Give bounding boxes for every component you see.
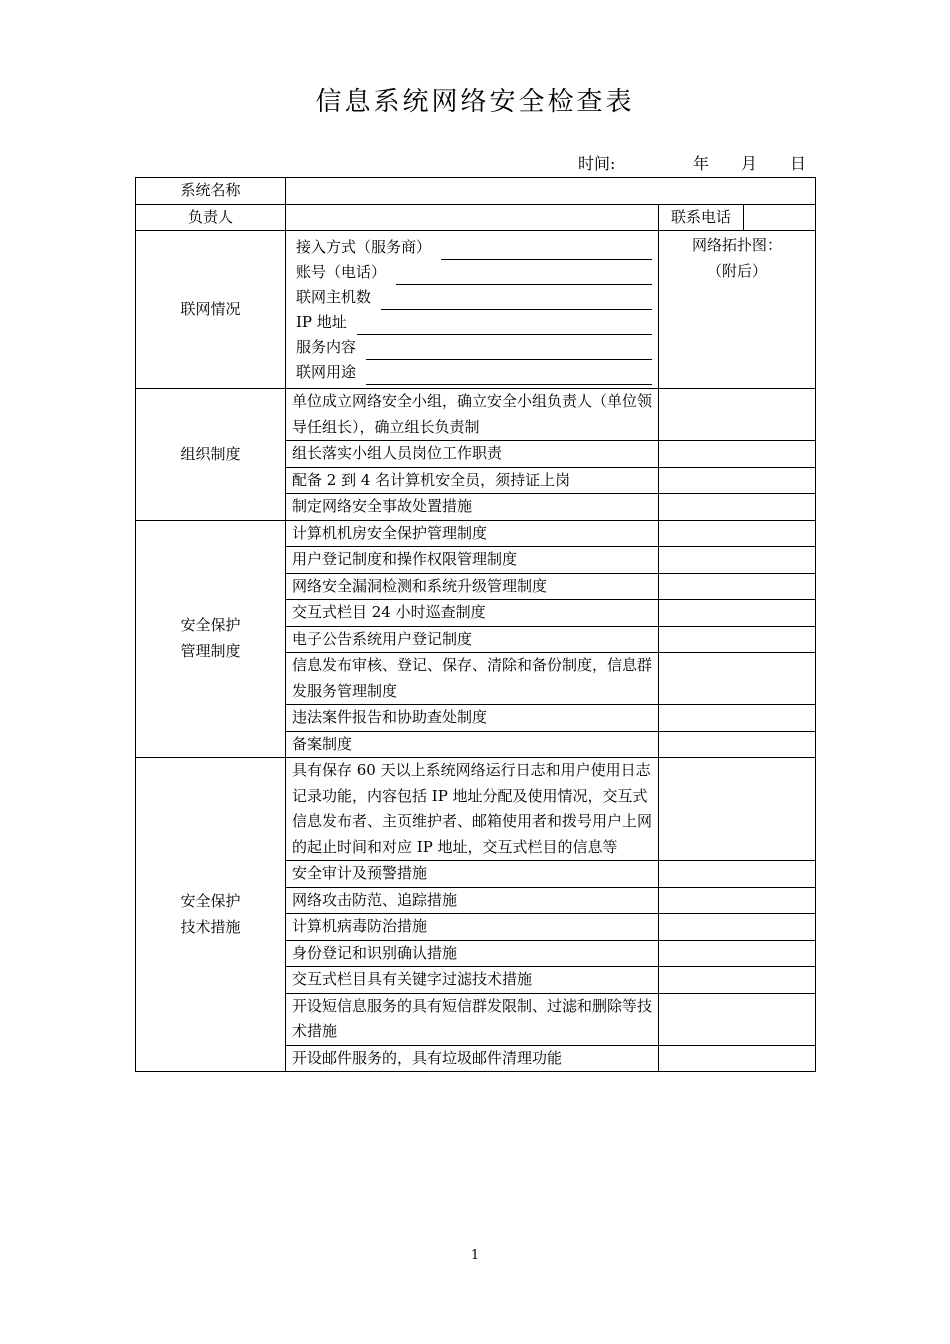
phone-value[interactable]: [744, 205, 815, 230]
date-day: 日: [790, 154, 807, 173]
page-number: 1: [470, 1248, 480, 1263]
network-field: [296, 285, 652, 310]
check-item: 计算机机房安全保护管理制度: [286, 520, 659, 547]
check-item: 交互式栏目具有关键字过滤技术措施: [286, 967, 659, 994]
network-field-blank[interactable]: [381, 295, 652, 310]
network-fields: [292, 231, 652, 387]
section-label: 安全保护 管理制度: [136, 520, 286, 758]
check-result-cell[interactable]: [659, 993, 816, 1045]
check-result-cell[interactable]: [659, 758, 816, 861]
date-year: 年: [693, 154, 710, 173]
check-result-cell[interactable]: [659, 653, 816, 705]
owner-value[interactable]: [286, 204, 659, 231]
network-field: [296, 260, 652, 285]
check-item: 电子公告系统用户登记制度: [286, 626, 659, 653]
check-result-cell[interactable]: [659, 705, 816, 732]
network-fields-cell: [286, 231, 659, 389]
date-label: 时间:: [578, 154, 616, 173]
network-field-label: 联网用途: [296, 362, 357, 381]
network-field-blank[interactable]: [396, 270, 652, 285]
network-field: [296, 235, 652, 260]
system-name-label: 系统名称: [136, 178, 286, 205]
table-row: [136, 758, 816, 861]
network-field-label: 账号（电话）: [296, 262, 387, 281]
table-row: [136, 389, 816, 441]
network-field-label: 联网主机数: [296, 287, 372, 306]
check-item: 开设邮件服务的，具有垃圾邮件清理功能: [286, 1045, 659, 1072]
check-result-cell[interactable]: [659, 600, 816, 627]
check-item: 开设短信息服务的具有短信群发限制、过滤和删除等技术措施: [286, 993, 659, 1045]
network-field: [296, 360, 652, 385]
check-result-cell[interactable]: [659, 547, 816, 574]
check-result-cell[interactable]: [659, 573, 816, 600]
check-result-cell[interactable]: [659, 887, 816, 914]
topology-note: （附后）: [706, 261, 767, 280]
network-field-blank[interactable]: [357, 320, 652, 335]
network-field-label: 服务内容: [296, 337, 357, 356]
check-result-cell[interactable]: [659, 861, 816, 888]
check-result-cell[interactable]: [659, 494, 816, 521]
date-line: [578, 152, 818, 176]
check-item: 计算机病毒防治措施: [286, 914, 659, 941]
security-check-table: [135, 177, 816, 1072]
check-item: 制定网络安全事故处置措施: [286, 494, 659, 521]
check-item: 具有保存 60 天以上系统网络运行日志和用户使用日志记录功能，内容包括 IP 地址分配及使用情况，交互式信息发布者、主页维护者、邮箱使用者和拨号用户上网的起止时间和对应 IP 地址，交互式栏目的信息等: [286, 758, 659, 861]
check-item: 用户登记制度和操作权限管理制度: [286, 547, 659, 574]
date-month: 月: [741, 154, 758, 173]
network-field: [296, 310, 652, 335]
check-result-cell[interactable]: [659, 1045, 816, 1072]
check-result-cell[interactable]: [659, 467, 816, 494]
check-item: 交互式栏目 24 小时巡查制度: [286, 600, 659, 627]
check-item: 信息发布审核、登记、保存、清除和备份制度，信息群发服务管理制度: [286, 653, 659, 705]
check-item: 网络安全漏洞检测和系统升级管理制度: [286, 573, 659, 600]
topology-cell: [659, 231, 816, 389]
owner-label: 负责人: [136, 204, 286, 231]
network-field-blank[interactable]: [366, 345, 652, 360]
phone-cell: [659, 204, 816, 231]
check-item: 网络攻击防范、追踪措施: [286, 887, 659, 914]
page-title: 信息系统网络安全检查表: [315, 87, 635, 117]
check-item: 单位成立网络安全小组，确立安全小组负责人（单位领导任组长），确立组长负责制: [286, 389, 659, 441]
section-label: 组织制度: [136, 389, 286, 521]
check-item: 安全审计及预警措施: [286, 861, 659, 888]
network-field-blank[interactable]: [441, 245, 652, 260]
check-result-cell[interactable]: [659, 389, 816, 441]
check-result-cell[interactable]: [659, 967, 816, 994]
network-field: [296, 335, 652, 360]
check-result-cell[interactable]: [659, 731, 816, 758]
check-result-cell[interactable]: [659, 520, 816, 547]
check-result-cell[interactable]: [659, 940, 816, 967]
system-name-value[interactable]: [286, 178, 816, 205]
check-item: 备案制度: [286, 731, 659, 758]
network-label: 联网情况: [136, 231, 286, 389]
check-item: 身份登记和识别确认措施: [286, 940, 659, 967]
network-field-label: IP 地址: [296, 312, 347, 331]
check-result-cell[interactable]: [659, 914, 816, 941]
network-field-label: 接入方式（服务商）: [296, 237, 432, 256]
phone-label: 联系电话: [659, 205, 744, 230]
check-result-cell[interactable]: [659, 441, 816, 468]
check-item: 组长落实小组人员岗位工作职责: [286, 441, 659, 468]
check-result-cell[interactable]: [659, 626, 816, 653]
check-item: 配备 2 到 4 名计算机安全员，须持证上岗: [286, 467, 659, 494]
topology-label: 网络拓扑图：: [691, 236, 782, 254]
network-field-blank[interactable]: [366, 370, 652, 385]
section-label: 安全保护 技术措施: [136, 758, 286, 1072]
check-item: 违法案件报告和协助查处制度: [286, 705, 659, 732]
table-row: [136, 520, 816, 547]
